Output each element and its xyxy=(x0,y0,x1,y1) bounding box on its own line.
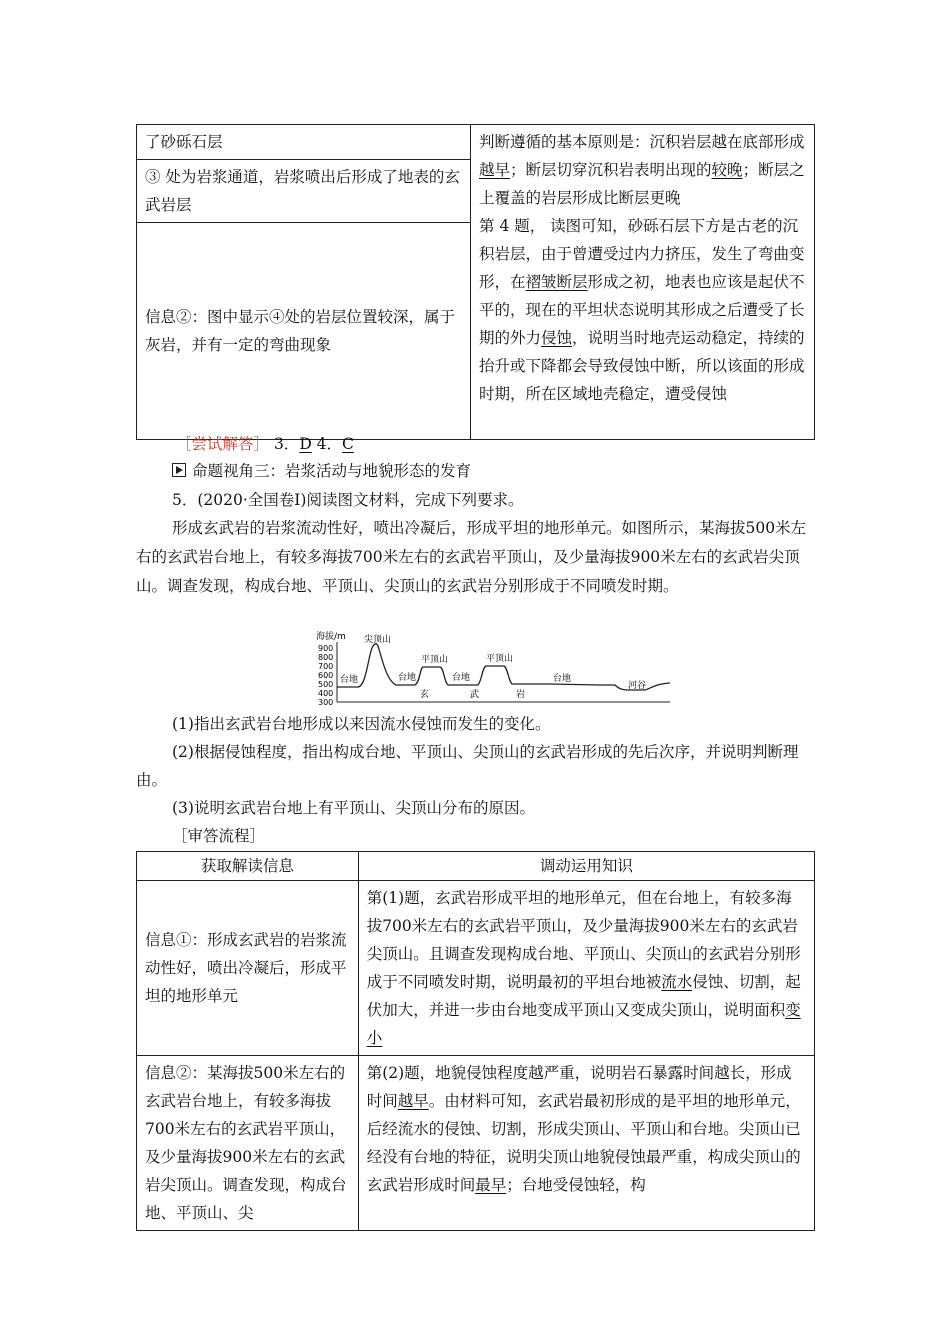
sub-question-2: (2)根据侵蚀程度，指出构成台地、平顶山、尖顶山的玄武岩形成的先后次序，并说明判断理由。 xyxy=(136,743,799,789)
sub-question-1: (1)指出玄武岩台地形成以来因流水侵蚀而发生的变化。 xyxy=(172,715,551,733)
t1-right-p6: ，说明当时地壳运动稳定，持续的抬升或下降都会导致侵蚀中断，所以该面的形成时期，所在区域地壳稳定，遭受侵蚀 xyxy=(479,329,805,403)
t1-right-u4: 侵蚀 xyxy=(541,329,573,347)
label-peak: 尖顶山 xyxy=(364,635,392,645)
table1-left-1-text: 了砂砾石层 xyxy=(145,133,223,151)
terrain-profile-line xyxy=(337,644,670,690)
label-rock-3: 岩 xyxy=(516,690,526,700)
t2-r2-u2: 最早 xyxy=(475,1176,507,1194)
section-heading xyxy=(172,457,471,485)
answer-num-4: 4． xyxy=(311,435,343,453)
t2-r2-p3: ；台地受侵蚀轻，构 xyxy=(506,1176,646,1194)
t1-right-u1: 越早 xyxy=(479,161,511,179)
ytick-400: 400 xyxy=(318,689,334,698)
table1-left-2-text: ③ 处为岩浆通道，岩浆喷出后形成了地表的玄武岩层 xyxy=(145,168,460,214)
ytick-800: 800 xyxy=(318,653,334,662)
label-rock-2: 武 xyxy=(470,690,480,700)
t2-r1-u2: 变小 xyxy=(366,1001,801,1047)
label-plateau-4: 台地 xyxy=(553,674,572,684)
answer-num-3: 3． xyxy=(269,435,300,453)
t1-right-p1: 判断遵循的基本原则是：沉积岩层越在底部形成 xyxy=(479,133,805,151)
table2-r2-left-text: 信息②：某海拔500米左右的玄武岩台地上，有较多海拔700米左右的玄武岩平顶山，及少量海拔900米左右的玄武岩尖顶山。调查发现，构成台地、平顶山、尖 xyxy=(145,1064,347,1222)
table1-left-3-text: 信息②：图中显示④处的岩层位置较深，属于灰岩，并有一定的弯曲现象 xyxy=(145,308,456,354)
t2-r1-p2: 侵蚀、切割，起伏加大，并进一步由台地变成平顶山又变成尖顶山，说明面积 xyxy=(366,973,801,1019)
label-flat-top-1: 平顶山 xyxy=(421,655,449,665)
t1-right-p2: ；断层切穿沉积岩表明出现的 xyxy=(510,161,712,179)
section-title: 命题视角三：岩浆活动与地貌形态的发育 xyxy=(192,462,472,480)
label-plateau-2: 台地 xyxy=(398,673,417,683)
answer-4: C xyxy=(342,435,354,453)
t1-right-p4: 第 4 题， 读图可知，砂砾石层下方是古老的沉积岩层，由于曾遭受过内力挤压，发生了弯曲变形，在 xyxy=(479,217,805,291)
table2-r1-left-text: 信息①：形成玄武岩的岩浆流动性好，喷出冷凝后，形成平坦的地形单元 xyxy=(145,931,347,1005)
answer-line xyxy=(176,430,354,458)
figure-ylabel: 海拔/m xyxy=(316,632,346,642)
table2-head-left-text: 获取解读信息 xyxy=(200,857,294,875)
table2-head-left xyxy=(137,852,359,881)
t1-right-p3: ；断层之上覆盖的岩层形成比断层更晚 xyxy=(479,161,805,207)
table1-cell-left-1 xyxy=(137,125,471,160)
table2-head-right xyxy=(358,852,814,881)
table2-head-right-text: 调动运用知识 xyxy=(539,857,633,875)
t1-right-u2: 较晚 xyxy=(711,161,743,179)
question-material: 形成玄武岩的岩浆流动性好，喷出冷凝后，形成平坦的地形单元。如图所示，某海拔500米左右的玄武岩台地上，有较多海拔700米左右的玄武岩平顶山，及少量海拔900米左右的玄武岩尖顶山。调查发现，构成台地、平顶山、尖顶山的玄武岩分别形成于不同喷发时期。 xyxy=(136,519,807,595)
table2-r1-left xyxy=(137,881,359,1056)
table1-cell-right xyxy=(471,125,815,440)
table1-cell-left-2 xyxy=(137,160,471,223)
t2-r1-p1: 第(1)题，玄武岩形成平坦的地形单元，但在台地上，有较多海拔700米左右的玄武岩平顶山，及少量海拔900米左右的玄武岩尖顶山。且调查发现构成台地、平顶山、尖顶山的玄武岩分别形成于不同喷发时期，说明最初的平坦台地被 xyxy=(366,889,801,991)
table1-cell-left-3 xyxy=(137,223,471,440)
t1-right-p5: 形成之初，地表也应该是起伏不平的，现在的平坦状态说明其形成之后遭受了长期的外力 xyxy=(479,273,805,347)
answer-label: ［尝试解答］ xyxy=(176,435,270,453)
label-plateau-3: 台地 xyxy=(452,673,471,683)
t2-r1-u1: 流水 xyxy=(661,973,693,991)
t2-r2-u1: 越早 xyxy=(397,1092,429,1110)
label-valley: 河谷 xyxy=(628,681,647,691)
answer-3: D xyxy=(299,435,312,453)
t2-r2-p1: 第(2)题，地貌侵蚀程度越严重，说明岩石暴露时间越长，形成时间 xyxy=(366,1064,792,1110)
figure-yticks xyxy=(318,644,333,705)
ytick-700: 700 xyxy=(318,662,334,671)
analysis-table-bottom xyxy=(136,851,815,1231)
flow-label: ［审答流程］ xyxy=(172,827,266,845)
ytick-900: 900 xyxy=(318,644,334,653)
play-triangle-icon xyxy=(172,463,186,477)
table2-r2-left xyxy=(137,1056,359,1231)
label-flat-top-2: 平顶山 xyxy=(486,654,514,664)
label-rock-1: 玄 xyxy=(420,690,430,700)
table2-r1-right xyxy=(358,881,814,1056)
ytick-600: 600 xyxy=(318,671,334,680)
terrain-profile-figure xyxy=(310,630,680,705)
table2-r2-right xyxy=(358,1056,814,1231)
question-header: 5．(2020·全国卷Ⅰ)阅读图文材料，完成下列要求。 xyxy=(172,491,524,509)
ytick-500: 500 xyxy=(318,680,334,689)
ytick-300: 300 xyxy=(318,698,334,705)
analysis-table-top xyxy=(136,124,815,440)
label-plateau-1: 台地 xyxy=(340,675,359,685)
t2-r2-p2: 。由材料可知，玄武岩最初形成的是平坦的地形单元，后经流水的侵蚀、切割，形成尖顶山、平顶山和台地。尖顶山已经没有台地的特征，说明尖顶山地貌侵蚀最严重，构成尖顶山的玄武岩形成时间 xyxy=(366,1092,801,1194)
sub-question-3: (3)说明玄武岩台地上有平顶山、尖顶山分布的原因。 xyxy=(172,799,535,817)
t1-right-u3: 褶皱断层 xyxy=(525,273,588,291)
